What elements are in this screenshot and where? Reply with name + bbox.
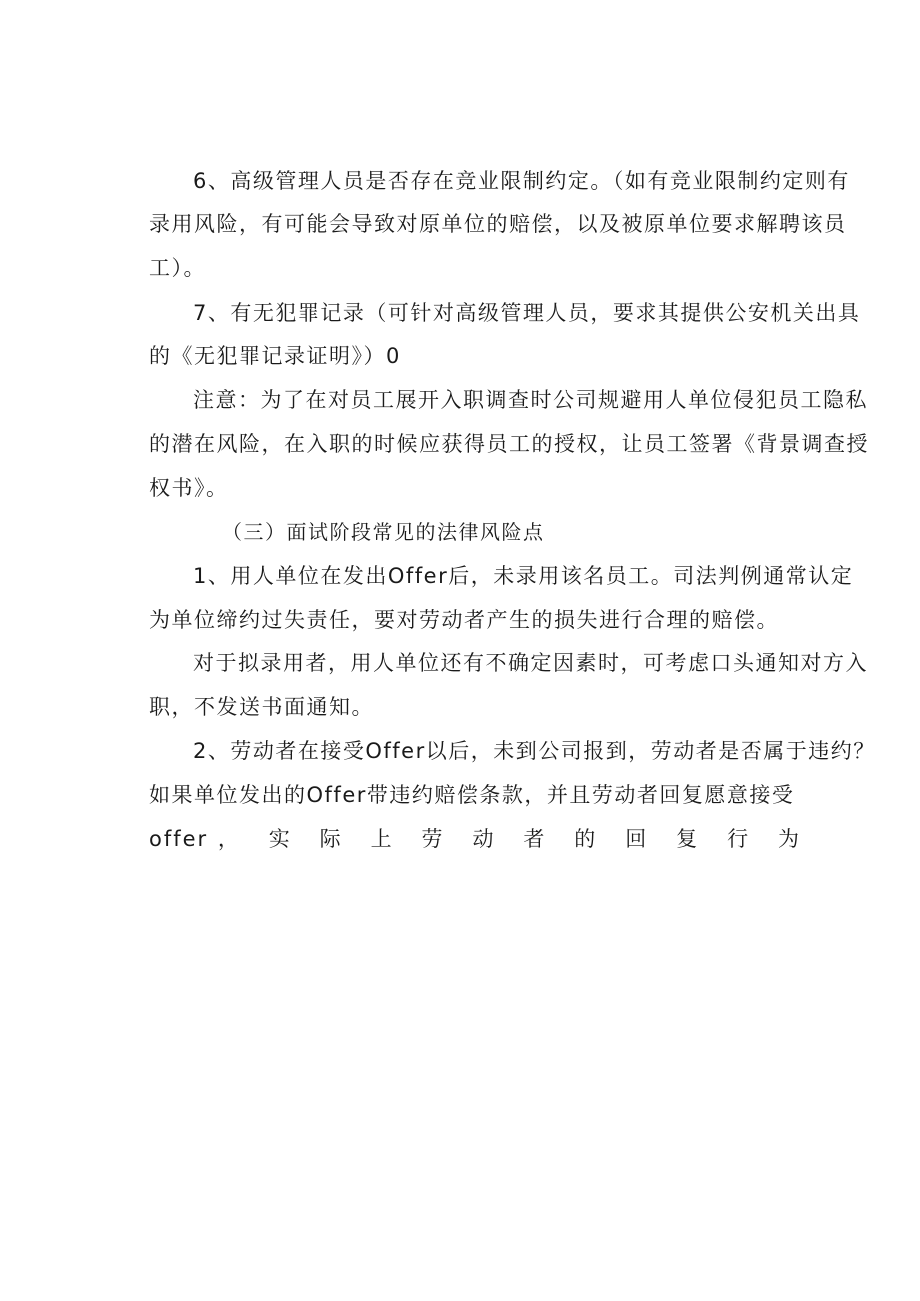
- paragraph-6-line-1: 6、高级管理人员是否存在竞业限制约定。（如有竞业限制约定则有: [193, 169, 850, 193]
- paragraph-7-line-1: 7、有无犯罪记录（可针对高级管理人员，要求其提供公安机关出具: [193, 301, 861, 325]
- note-line-2: 的潜在风险，在入职的时候应获得员工的授权，让员工签署《背景调查授: [149, 432, 869, 456]
- note-line-3: 权书》。: [149, 476, 229, 500]
- paragraph-1-line-2: 为单位缔约过失责任，要对劳动者产生的损失进行合理的赔偿。: [149, 608, 779, 632]
- note-line-1: 注意：为了在对员工展开入职调查时公司规避用人单位侵犯员工隐私: [193, 388, 868, 412]
- advice-line-1: 对于拟录用者，用人单位还有不确定因素时，可考虑口头通知对方入: [193, 651, 868, 675]
- paragraph-6-line-3: 工）。: [149, 256, 206, 280]
- paragraph-1-line-1: 1、用人单位在发出Offer后，未录用该名员工。司法判例通常认定: [193, 564, 854, 588]
- paragraph-7-line-2: 的《无犯罪记录证明》）0: [149, 344, 401, 368]
- advice-line-2: 职，不发送书面通知。: [149, 695, 374, 719]
- paragraph-2-line-3: offer， 实 际 上 劳 动 者 的 回 复 行 为: [149, 827, 801, 851]
- paragraph-6-line-2: 录用风险，有可能会导致对原单位的赔偿，以及被原单位要求解聘该员: [149, 212, 847, 236]
- paragraph-2-line-2: 如果单位发出的Offer带违约赔偿条款，并且劳动者回复愿意接受: [149, 783, 795, 807]
- section-heading: （三）面试阶段常见的法律风险点: [222, 520, 545, 544]
- paragraph-2-line-1: 2、劳动者在接受Offer以后，未到公司报到，劳动者是否属于违约？: [193, 739, 876, 763]
